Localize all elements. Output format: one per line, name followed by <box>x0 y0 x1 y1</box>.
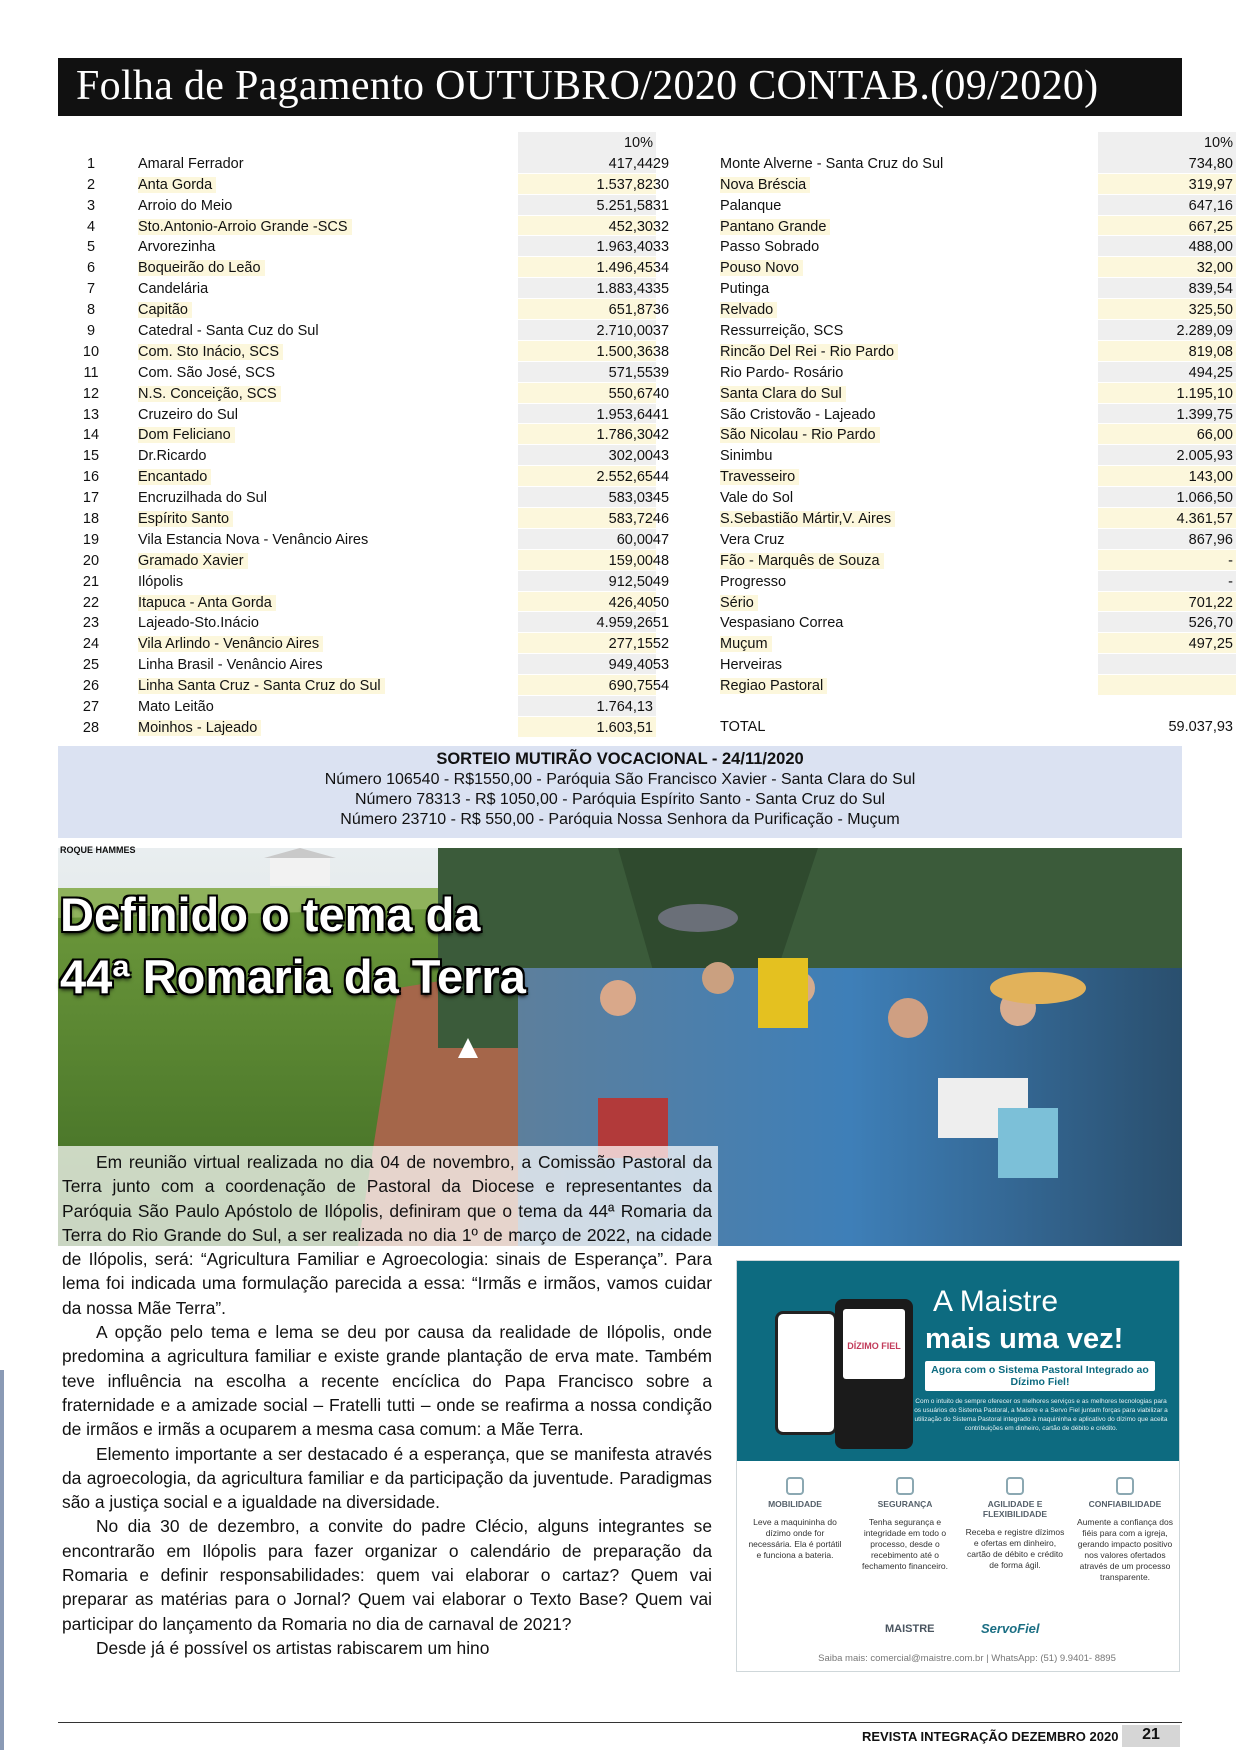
amount-cell: - <box>1098 571 1236 592</box>
parish-name: São Cristovão - Lajeado <box>720 406 876 423</box>
amount-cell: 452,30 <box>518 216 656 237</box>
parish-name: Itapuca - Anta Gorda <box>138 595 276 611</box>
table-row <box>58 529 653 550</box>
row-number: 38 <box>652 343 670 360</box>
table-row <box>58 612 653 633</box>
parish-name: Encantado <box>138 469 211 485</box>
parish-name: Vera Cruz <box>720 531 785 548</box>
amount-cell: 2.005,93 <box>1098 445 1236 466</box>
parish-name: Vespasiano Correa <box>720 615 844 632</box>
amount-cell: 5.251,58 <box>518 195 656 216</box>
table-row <box>640 654 1182 675</box>
page-title-bar <box>58 58 1182 116</box>
maistre-advertisement <box>736 1260 1180 1672</box>
amount-cell: 1.603,51 <box>518 717 656 738</box>
parish-name: Palanque <box>720 197 782 214</box>
payroll-table-left <box>58 132 653 738</box>
parish-name: Rio Pardo- Rosário <box>720 364 844 381</box>
parish-name: Progresso <box>720 573 787 590</box>
terminal-label: DÍZIMO FIEL <box>843 1309 905 1379</box>
parish-name: Gramado Xavier <box>138 553 248 569</box>
parish-name: São Nicolau - Rio Pardo <box>720 427 880 443</box>
table-row <box>58 195 653 216</box>
row-number: 48 <box>652 552 670 569</box>
row-number: 15 <box>82 448 100 465</box>
table-row <box>640 529 1233 550</box>
amount-cell: 550,67 <box>518 383 656 404</box>
table-row <box>58 278 653 299</box>
row-number: 14 <box>82 427 100 444</box>
parish-name: Amaral Ferrador <box>138 155 244 172</box>
parish-name: Ilópolis <box>138 573 184 590</box>
parish-name: Pantano Grande <box>720 219 830 235</box>
row-number: 13 <box>82 406 100 423</box>
table-row <box>640 216 1233 237</box>
card-terminal-icon <box>835 1299 913 1449</box>
ad-logos <box>885 1611 1065 1641</box>
row-number: 1 <box>86 155 96 172</box>
table-row <box>640 320 1233 341</box>
row-number: 2 <box>86 176 96 193</box>
footer-publication: REVISTA INTEGRAÇÃO DEZEMBRO 2020 <box>862 1729 1119 1744</box>
row-number: 46 <box>652 511 670 528</box>
calendar-icon <box>1006 1477 1024 1495</box>
amount-cell: 1.963,40 <box>518 236 656 257</box>
amount-cell: 734,80 <box>1098 153 1236 174</box>
amount-cell: 143,00 <box>1098 466 1236 487</box>
amount-cell: 2.552,65 <box>518 466 656 487</box>
table-row <box>640 362 1233 383</box>
total-label: TOTAL <box>720 719 766 736</box>
table-row <box>58 445 653 466</box>
parish-name: N.S. Conceição, SCS <box>138 386 281 402</box>
parish-name: Catedral - Santa Cuz do Sul <box>138 323 319 340</box>
amount-cell: 647,16 <box>1098 195 1236 216</box>
table-row <box>58 508 653 529</box>
table-row <box>640 508 1233 529</box>
amount-cell: 1.537,82 <box>518 174 656 195</box>
row-number: 29 <box>652 155 670 172</box>
table-row <box>640 487 1233 508</box>
table-row <box>58 341 653 362</box>
table-row <box>640 383 1233 404</box>
sorteio-box <box>58 746 1182 838</box>
row-number: 31 <box>652 197 670 214</box>
column-header-percent: 10% <box>518 132 656 153</box>
amount-cell: 60,00 <box>518 529 656 550</box>
feature-confiabilidade <box>1075 1477 1175 1583</box>
row-number: 45 <box>652 490 670 507</box>
sorteio-line: Número 23710 - R$ 550,00 - Paróquia Nossa Senhora da Purificação - Muçum <box>340 811 900 828</box>
table-row <box>58 383 653 404</box>
parish-name: Linha Brasil - Venâncio Aires <box>138 657 323 674</box>
feature-title: MOBILIDADE <box>768 1499 822 1509</box>
amount-cell: 819,08 <box>1098 341 1236 362</box>
amount-cell: 159,00 <box>518 550 656 571</box>
amount-cell: 701,22 <box>1098 592 1236 613</box>
row-number: 36 <box>652 302 670 319</box>
parish-name: Boqueirão do Leão <box>138 260 265 276</box>
parish-name: Vila Arlindo - Venâncio Aires <box>138 636 323 652</box>
row-number: 41 <box>652 406 670 423</box>
row-number: 53 <box>652 657 670 674</box>
table-row <box>58 299 653 320</box>
row-number: 21 <box>82 573 100 590</box>
amount-cell: 583,72 <box>518 508 656 529</box>
table-row <box>58 153 653 174</box>
page-edge-accent <box>0 1370 4 1750</box>
article-body <box>62 1150 712 1660</box>
table-row <box>58 592 653 613</box>
row-number: 33 <box>652 239 670 256</box>
parish-name: Muçum <box>720 636 772 652</box>
row-number: 50 <box>652 594 670 611</box>
amount-cell: 839,54 <box>1098 278 1236 299</box>
parish-name: S.Sebastião Mártir,V. Aires <box>720 511 895 527</box>
parish-name: Mato Leitão <box>138 699 214 716</box>
article-headline <box>60 884 526 1008</box>
servofiel-logo: ServoFiel <box>981 1621 1040 1636</box>
amount-cell: 488,00 <box>1098 236 1236 257</box>
parish-name: Lajeado-Sto.Inácio <box>138 615 259 632</box>
table-row <box>640 174 1233 195</box>
feature-desc: Tenha segurança e integridade em todo o processo, desde o recebimento até o fechamento financeiro. <box>862 1517 948 1571</box>
ad-badge: Agora com o Sistema Pastoral Integrado ao Dízimo Fiel! <box>925 1361 1155 1391</box>
parish-name: Rincão Del Rei - Rio Pardo <box>720 344 898 360</box>
table-row <box>58 487 653 508</box>
payroll-table-right <box>640 132 1233 737</box>
table-row <box>58 675 653 696</box>
row-number: 7 <box>86 281 96 298</box>
row-number: 23 <box>82 615 100 632</box>
feature-title: AGILIDADE E FLEXIBILIDADE <box>982 1499 1048 1519</box>
table-row <box>640 445 1233 466</box>
row-number: 18 <box>82 511 100 528</box>
ad-contact: Saiba mais: comercial@maistre.com.br | WhatsApp: (51) 9.9401- 8895 <box>818 1653 1116 1664</box>
row-number: 19 <box>82 531 100 548</box>
amount-cell: 319,97 <box>1098 174 1236 195</box>
table-row <box>640 236 1233 257</box>
footer-rule <box>58 1722 1182 1723</box>
amount-cell: 1.066,50 <box>1098 487 1236 508</box>
table-row <box>640 612 1233 633</box>
total-row <box>640 716 1233 737</box>
amount-cell: 2.289,09 <box>1098 320 1236 341</box>
parish-name: Sinimbu <box>720 448 773 465</box>
row-number: 40 <box>652 385 670 402</box>
parish-name: Anta Gorda <box>138 177 216 193</box>
parish-name: Passo Sobrado <box>720 239 820 256</box>
table-row <box>640 341 1233 362</box>
feature-desc: Aumente a confiança dos fiéis para com a igreja, gerando impacto positivo nos valores ofertados através de um processo transparente. <box>1077 1517 1173 1582</box>
parish-name: Moinhos - Lajeado <box>138 720 261 736</box>
parish-name: Linha Santa Cruz - Santa Cruz do Sul <box>138 678 385 694</box>
maistre-logo: MAISTRE <box>885 1623 935 1635</box>
column-header-percent: 10% <box>1098 132 1236 153</box>
table-header-row <box>58 132 653 153</box>
ad-banner <box>737 1261 1179 1461</box>
amount-cell: 4.361,57 <box>1098 508 1236 529</box>
page-number: 21 <box>1122 1725 1180 1747</box>
sorteio-line: Número 78313 - R$ 1050,00 - Paróquia Espírito Santo - Santa Cruz do Sul <box>354 791 886 808</box>
table-row <box>58 717 653 738</box>
amount-cell: 867,96 <box>1098 529 1236 550</box>
people-icon <box>1116 1477 1134 1495</box>
row-number: 10 <box>82 343 100 360</box>
row-number: 35 <box>652 281 670 298</box>
amount-cell: 4.959,26 <box>518 612 656 633</box>
amount-cell: 1.764,13 <box>518 696 656 717</box>
row-number: 42 <box>652 427 670 444</box>
feature-agilidade <box>965 1477 1065 1571</box>
sorteio-line: Número 106540 - R$1550,00 - Paróquia São Francisco Xavier - Santa Clara do Sul <box>324 771 916 788</box>
amount-cell: 690,75 <box>518 675 656 696</box>
amount-cell: 1.399,75 <box>1098 404 1236 425</box>
parish-name: Herveiras <box>720 657 783 674</box>
table-row <box>58 633 653 654</box>
ad-headline-a: A Maistre <box>933 1285 1059 1318</box>
amount-cell: 912,50 <box>518 571 656 592</box>
row-number: 47 <box>652 531 670 548</box>
phone-icon <box>775 1311 837 1435</box>
photo-credit: ROQUE HAMMES <box>60 845 136 855</box>
amount-cell <box>1098 654 1236 675</box>
parish-name: Dom Feliciano <box>138 427 235 443</box>
row-number: 12 <box>82 385 100 402</box>
table-row <box>640 592 1233 613</box>
table-row <box>58 654 653 675</box>
row-number: 20 <box>82 552 100 569</box>
table-row <box>640 278 1233 299</box>
table-row <box>640 257 1233 278</box>
table-row <box>640 299 1233 320</box>
feature-mobilidade <box>745 1477 845 1561</box>
parish-name: Vale do Sol <box>720 490 794 507</box>
table-header-row <box>640 132 1233 153</box>
feature-seguranca <box>855 1477 955 1572</box>
sorteio-title: SORTEIO MUTIRÃO VOCACIONAL - 24/11/2020 <box>436 750 804 768</box>
table-row <box>58 424 653 445</box>
amount-cell: 583,03 <box>518 487 656 508</box>
table-row <box>58 174 653 195</box>
amount-cell: 571,55 <box>518 362 656 383</box>
amount-cell: 1.496,45 <box>518 257 656 278</box>
table-row <box>640 404 1233 425</box>
table-row <box>58 550 653 571</box>
amount-cell: 66,00 <box>1098 424 1236 445</box>
page-title: Folha de Pagamento OUTUBRO/2020 CONTAB.(09/2020) <box>76 63 1099 109</box>
row-number: 17 <box>82 490 100 507</box>
row-number: 54 <box>652 678 670 695</box>
amount-cell <box>1098 675 1236 696</box>
parish-name: Relvado <box>720 302 777 318</box>
amount-cell: 1.195,10 <box>1098 383 1236 404</box>
row-number: 24 <box>82 636 100 653</box>
amount-cell: 325,50 <box>1098 299 1236 320</box>
table-row <box>58 466 653 487</box>
amount-cell: 526,70 <box>1098 612 1236 633</box>
parish-name: Nova Bréscia <box>720 177 810 193</box>
row-number: 51 <box>652 615 670 632</box>
amount-cell: 426,40 <box>518 592 656 613</box>
amount-cell: 667,25 <box>1098 216 1236 237</box>
amount-cell: 277,15 <box>518 633 656 654</box>
row-number: 8 <box>86 302 96 319</box>
parish-name: Arvorezinha <box>138 239 216 256</box>
article-paragraph: Desde já é possível os artistas rabiscarem um hino <box>96 1637 490 1658</box>
parish-name: Monte Alverne - Santa Cruz do Sul <box>720 155 944 172</box>
parish-name: Sério <box>720 595 758 611</box>
amount-cell: 1.500,36 <box>518 341 656 362</box>
headline-line-2: 44ª Romaria da Terra <box>60 950 526 1003</box>
row-number: 28 <box>82 719 100 736</box>
table-row <box>640 571 1233 592</box>
parish-name: Cruzeiro do Sul <box>138 406 238 423</box>
row-number: 26 <box>82 678 100 695</box>
row-number: 3 <box>86 197 96 214</box>
row-number: 52 <box>652 636 670 653</box>
parish-name: Com. Sto Inácio, SCS <box>138 344 283 360</box>
row-number: 11 <box>83 364 99 381</box>
table-row <box>58 320 653 341</box>
row-number: 34 <box>652 260 670 277</box>
amount-cell: 949,40 <box>518 654 656 675</box>
row-number: 16 <box>82 469 100 486</box>
parish-name: Ressurreição, SCS <box>720 323 844 340</box>
headline-line-1: Definido o tema da <box>60 888 481 941</box>
row-number: 6 <box>86 260 96 277</box>
feature-title: CONFIABILIDADE <box>1088 1499 1162 1509</box>
row-number: 37 <box>652 323 670 340</box>
row-number: 44 <box>652 469 670 486</box>
parish-name: Santa Clara do Sul <box>720 386 846 402</box>
ad-small-text: Com o intuito de sempre oferecer os melhores serviços e as melhores tecnologias para os usuários do Sistema Pastoral, a Maistre e a Servo Fiel juntam forças para viabilizar a utilização do Sistema Pastoral integrado à maquininha e aplicativo do dízimo que aceita contribuições em dinheiro, cartão de débito e crédito. <box>914 1398 1168 1432</box>
amount-cell: - <box>1098 550 1236 571</box>
row-number: 43 <box>652 448 670 465</box>
row-number: 32 <box>652 218 670 235</box>
row-number: 39 <box>652 364 670 381</box>
feature-desc: Leve a maquininha do dízimo onde for necessária. Ela é portátil e funciona a bateria. <box>748 1517 842 1560</box>
parish-name: Regiao Pastoral <box>720 678 827 694</box>
table-row <box>58 404 653 425</box>
amount-cell: 302,00 <box>518 445 656 466</box>
feature-title: SEGURANÇA <box>877 1499 933 1509</box>
amount-cell: 1.786,30 <box>518 424 656 445</box>
article-paragraph: Elemento importante a ser destacado é a esperança, que se manifesta através da agroecologia, da agricultura familiar e da participação da juventude. Paradigmas são a justiça social e a igualdade na diversidade. <box>62 1443 712 1513</box>
parish-name: Putinga <box>720 281 770 298</box>
mobile-icon <box>786 1477 804 1495</box>
parish-name: Candelária <box>138 281 209 298</box>
row-number: 49 <box>652 573 670 590</box>
row-number: 25 <box>82 657 100 674</box>
article-paragraph: Em reunião virtual realizada no dia 04 de novembro, a Comissão Pastoral da Terra junto com a coordenação de Pastoral da Diocese e representantes da Paróquia São Paulo Apóstolo de Ilópolis, definiram que o tema da 44ª Romaria da Terra do Rio Grande do Sul, a ser realizada no dia 1º de março de 2022, na cidade de Ilópolis, será: “Agricultura Familiar e Agroecologia: sinais de Esperança”. Para lema foi indicada uma formulação parecida a essa: “Irmãs e irmãos, vamos cuidar da nossa Mãe Terra”. <box>62 1152 712 1318</box>
parish-name: Encruzilhada do Sul <box>138 490 267 507</box>
row-number: 9 <box>86 323 96 340</box>
article-paragraph: A opção pelo tema e lema se deu por causa da realidade de Ilópolis, onde predomina a agricultura familiar e existe grande plantação de erva mate. Também teve influência na escolha a recente encíclica do Papa Francisco sobre a fraternidade e a amizade social – Fratelli tutti – onde se reafirma a nossa condição de irmãos e irmãs a ocuparem a mesma casa comum: a Mãe Terra. <box>62 1322 712 1440</box>
amount-cell: 497,25 <box>1098 633 1236 654</box>
amount-cell: 1.953,64 <box>518 404 656 425</box>
table-row <box>640 195 1233 216</box>
parish-name: Vila Estancia Nova - Venâncio Aires <box>138 531 369 548</box>
row-number: 30 <box>652 176 670 193</box>
row-number: 22 <box>82 594 100 611</box>
table-row <box>58 571 653 592</box>
table-row <box>58 216 653 237</box>
table-row <box>640 153 1233 174</box>
table-row <box>58 236 653 257</box>
shield-icon <box>896 1477 914 1495</box>
table-row <box>58 696 653 717</box>
table-row <box>640 675 1182 696</box>
table-row <box>58 362 653 383</box>
row-number: 27 <box>82 699 100 716</box>
parish-name: Arroio do Meio <box>138 197 233 214</box>
parish-name: Travesseiro <box>720 469 799 485</box>
row-number: 4 <box>86 218 96 235</box>
ad-headline-mais: mais uma vez! <box>925 1323 1124 1355</box>
table-row <box>640 424 1233 445</box>
table-row <box>58 257 653 278</box>
feature-desc: Receba e registre dízimos e ofertas em dinheiro, cartão de débito e crédito de forma ágil. <box>965 1527 1065 1570</box>
parish-name: Espírito Santo <box>138 511 233 527</box>
row-number: 5 <box>86 239 96 256</box>
table-row <box>640 466 1233 487</box>
amount-cell: 417,44 <box>518 153 656 174</box>
parish-name: Com. São José, SCS <box>138 364 275 381</box>
amount-cell: 494,25 <box>1098 362 1236 383</box>
table-row <box>640 550 1233 571</box>
parish-name: Dr.Ricardo <box>138 448 207 465</box>
amount-cell: 32,00 <box>1098 257 1236 278</box>
amount-cell: 1.883,43 <box>518 278 656 299</box>
amount-cell: 651,87 <box>518 299 656 320</box>
table-row <box>640 633 1233 654</box>
parish-name: Capitão <box>138 302 192 318</box>
parish-name: Sto.Antonio-Arroio Grande -SCS <box>138 219 352 235</box>
total-value: 59.037,93 <box>1098 716 1236 737</box>
article-paragraph: No dia 30 de dezembro, a convite do padre Clécio, alguns integrantes se encontrarão em Ilópolis para fazer organizar o calendário de preparação da Romaria e definir responsabilidades: quem vai elaborar o cartaz? Quem vai preparar as matérias para o Jornal? Quem vai elaborar o Texto Base? Quem vai participar do lançamento da Romaria no dia de carnaval de 2021? <box>62 1516 712 1634</box>
parish-name: Pouso Novo <box>720 260 803 276</box>
parish-name: Fão - Marquês de Souza <box>720 553 884 569</box>
amount-cell: 2.710,00 <box>518 320 656 341</box>
